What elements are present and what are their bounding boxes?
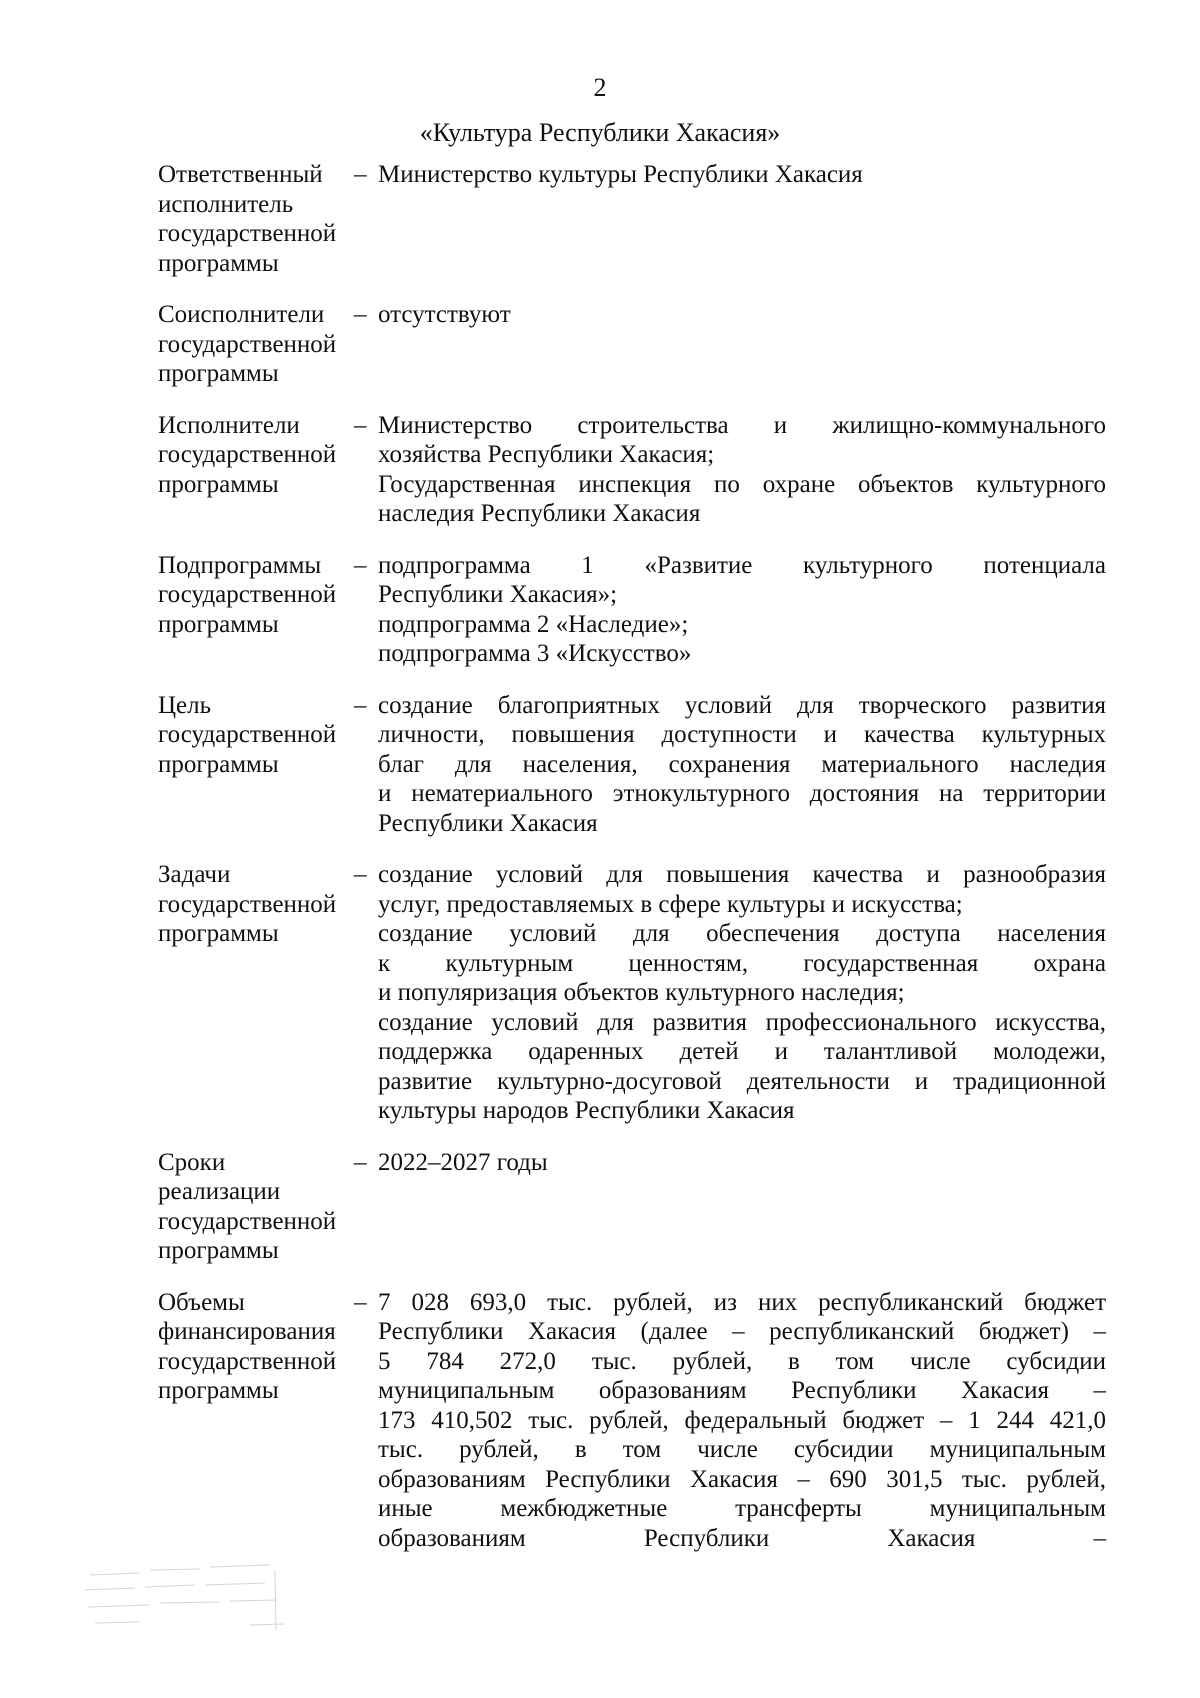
value-line: хозяйства Республики Хакасия; <box>378 441 715 468</box>
passport-row <box>158 691 1118 839</box>
value-line: развитие культурно-досуговой деятельности и традиционной <box>378 1067 1106 1095</box>
label-line: Ответственный <box>158 161 323 188</box>
value-line: личности, повышения доступности и качества культурных <box>378 721 1106 748</box>
value-line: 7 028 693,0 тыс. рублей, из них республиканский бюджет <box>378 1288 1106 1316</box>
passport-row <box>158 300 1118 389</box>
passport-row-value <box>378 160 1106 190</box>
value-line: наследия Республики Хакасия <box>378 500 701 527</box>
passport-row <box>158 860 1118 1126</box>
label-line: исполнитель <box>158 190 294 218</box>
passport-row-value <box>378 1148 1106 1178</box>
value-line: Республики Хакасия»; <box>378 581 618 608</box>
value-line: Государственная инспекция по охране объектов культурного <box>378 470 1106 498</box>
label-line: Сроки <box>158 1148 226 1176</box>
label-line: Задачи <box>158 861 231 888</box>
value-line: Министерство строительства и жилищно-коммунального <box>378 411 1106 439</box>
label-line: государственной <box>158 581 337 608</box>
value-line: 173 410,502 тыс. рублей, федеральный бюджет – 1 244 421,0 <box>378 1406 1106 1434</box>
value-line: тыс. рублей, в том числе субсидии муниципальным <box>378 1436 1106 1463</box>
value-line: образованиям Республики Хакасия – 690 301,5 тыс. рублей, <box>378 1465 1106 1493</box>
value-line: создание благоприятных условий для творческого развития <box>378 691 1106 719</box>
label-line: государственной <box>158 1207 337 1235</box>
label-line: государственной <box>158 441 337 468</box>
value-line: создание условий для повышения качества и разнообразия <box>378 861 1106 888</box>
scan-stamp-mark <box>80 1555 300 1645</box>
label-line: Исполнители <box>158 411 300 439</box>
passport-row-label <box>158 1288 346 1406</box>
value-line: муниципальным образованиям Республики Хакасия – <box>378 1377 1106 1404</box>
label-line: государственной <box>158 220 337 247</box>
value-line: создание условий для обеспечения доступа населения <box>378 920 1106 947</box>
passport-row <box>158 1148 1118 1266</box>
label-line: программы <box>158 920 279 947</box>
value-line: 5 784 272,0 тыс. рублей, в том числе субсидии <box>378 1347 1106 1375</box>
passport-row-label <box>158 411 346 500</box>
page-number: 2 <box>593 73 607 102</box>
label-line: программы <box>158 470 279 498</box>
label-line: Подпрограммы <box>158 551 322 579</box>
passport-row-value <box>378 300 1106 330</box>
value-line: Республики Хакасия (далее – республиканский бюджет) – <box>378 1318 1106 1345</box>
passport-row-value <box>378 691 1106 839</box>
value-line: подпрограмма 3 «Искусство» <box>378 640 692 667</box>
value-line: поддержка одаренных детей и талантливой молодежи, <box>378 1038 1106 1065</box>
value-line: образованиям Республики Хакасия – <box>378 1524 1106 1552</box>
program-passport-table <box>158 160 1118 1553</box>
passport-row-label <box>158 860 346 949</box>
value-line: Министерство культуры Республики Хакасия <box>378 161 863 188</box>
label-line: программы <box>158 610 279 638</box>
value-line: услуг, предоставляемых в сфере культуры и искусства; <box>378 890 963 918</box>
value-line: отсутствуют <box>378 301 511 328</box>
dash-separator: – <box>354 691 367 719</box>
label-line: Соисполнители <box>158 301 325 328</box>
passport-row <box>158 1288 1118 1554</box>
label-line: программы <box>158 750 279 778</box>
dash-separator: – <box>354 161 367 188</box>
passport-row-value <box>378 1288 1106 1554</box>
label-line: программы <box>158 360 279 387</box>
passport-row <box>158 551 1118 669</box>
label-line: реализации <box>158 1178 281 1205</box>
passport-row <box>158 160 1118 278</box>
label-line: программы <box>158 1237 279 1264</box>
value-line: и нематериального этнокультурного достояния на территории <box>378 780 1106 807</box>
passport-row-label <box>158 691 346 780</box>
passport-row-value <box>378 411 1106 529</box>
label-line: Цель <box>158 691 212 719</box>
value-line: создание условий для развития профессионального искусства, <box>378 1008 1106 1036</box>
label-line: финансирования <box>158 1318 336 1345</box>
value-line: иные межбюджетные трансферты муниципальным <box>378 1495 1106 1522</box>
passport-row-label <box>158 160 346 278</box>
passport-row <box>158 411 1118 529</box>
passport-row-value <box>378 860 1106 1126</box>
label-line: государственной <box>158 1347 337 1375</box>
dash-separator: – <box>354 411 367 439</box>
value-line: подпрограмма 2 «Наследие»; <box>378 610 689 638</box>
dash-separator: – <box>354 861 367 888</box>
label-line: государственной <box>158 890 337 918</box>
value-line: культуры народов Республики Хакасия <box>378 1097 795 1124</box>
dash-separator: – <box>354 1148 367 1176</box>
program-title: «Культура Республики Хакасия» <box>419 118 781 147</box>
label-line: программы <box>158 249 279 277</box>
dash-separator: – <box>354 551 367 579</box>
value-line: подпрограмма 1 «Развитие культурного потенциала <box>378 551 1106 579</box>
value-line: к культурным ценностям, государственная охрана <box>378 949 1106 977</box>
value-line: и популяризация объектов культурного наследия; <box>378 979 905 1006</box>
value-line: благ для населения, сохранения материального наследия <box>378 750 1106 778</box>
label-line: Объемы <box>158 1288 245 1316</box>
passport-row-label <box>158 551 346 640</box>
label-line: государственной <box>158 330 337 358</box>
value-line: Республики Хакасия <box>378 809 598 837</box>
passport-row-label <box>158 300 346 389</box>
label-line: программы <box>158 1377 279 1404</box>
dash-separator: – <box>354 301 367 328</box>
passport-row-value <box>378 551 1106 669</box>
passport-row-label <box>158 1148 346 1266</box>
dash-separator: – <box>354 1288 367 1316</box>
label-line: государственной <box>158 721 337 748</box>
value-line: 2022–2027 годы <box>378 1148 548 1176</box>
